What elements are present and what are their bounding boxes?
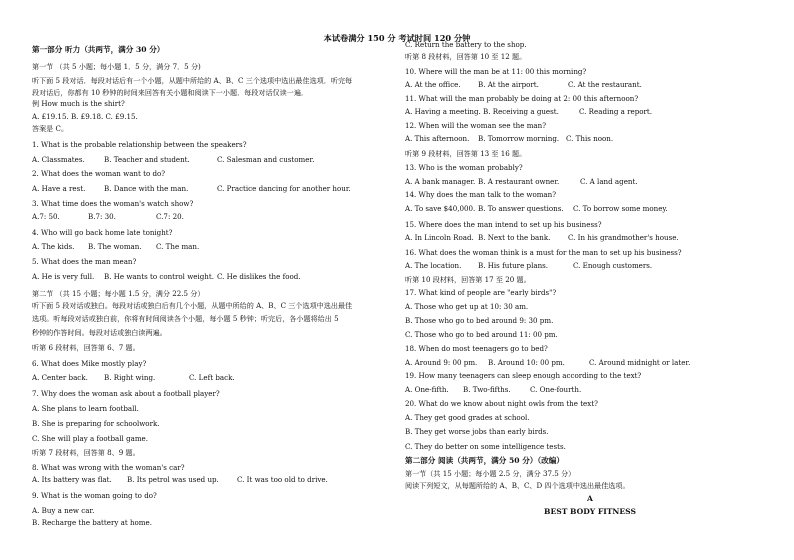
text-line: 听第 8 段材料，回答第 10 至 12 题。 [405, 52, 527, 61]
answer-options-row [32, 155, 337, 164]
text-line: 段对话后，你都有 10 秒钟的时间来回答有关小题和阅读下一小题．每段对话仅读一遍． [32, 88, 309, 97]
answer-options-row [405, 385, 600, 394]
answer-option: B. Tomorrow morning. [478, 134, 560, 143]
answer-option: A. Classmates. [32, 155, 85, 164]
section-heading: 第二部分 阅读（共两节，满分 50 分）（改编） [405, 456, 564, 465]
passage-heading: BEST BODY FITNESS [544, 507, 636, 516]
answer-option: B. Right wing. [104, 373, 156, 382]
text-line: C. They do better on some intelligence tests. [405, 442, 566, 451]
text-line: 听第 10 段材料，回答第 17 至 20 题。 [405, 275, 531, 284]
answer-option: B.7: 30. [88, 212, 116, 221]
text-line: 选项。听每段对话或独白前，你将有时间阅读各个小题，每小题 5 秒钟；听完后，各小题将给出 5 [32, 314, 339, 323]
answer-option: A.7: 50. [32, 212, 60, 221]
answer-option: B. Around 10: 00 pm. [488, 358, 565, 367]
text-line: 13. Who is the woman probably? [405, 163, 523, 172]
text-line: A. Buy a new car. [32, 506, 95, 515]
answer-option: B. Two-fifths. [463, 385, 511, 394]
answer-options-row [32, 184, 367, 193]
answer-option: C. Left back. [189, 373, 235, 382]
text-line: 19. How many teenagers can sleep enough according to the text? [405, 371, 642, 380]
section-heading: 第一部分 听力（共两节，满分 30 分） [32, 45, 165, 54]
text-line: 3. What time does the woman's watch show? [32, 199, 194, 208]
answer-options-row [32, 475, 347, 484]
answer-option: C. It was too old to drive. [237, 475, 328, 484]
text-line: C. Return the battery to the shop. [405, 40, 527, 49]
text-line: 17. What kind of people are "early birds"? [405, 288, 557, 297]
text-line: 2. What does the woman want to do? [32, 169, 166, 178]
text-line: 15. Where does the man intend to set up his business? [405, 220, 602, 229]
answer-options-row [405, 358, 709, 367]
text-line: 阅读下列短文，从每题所给的 A、B、C、D 四个选项中选出最佳选项。 [405, 481, 630, 490]
text-line: 听下面 5 段对话．每段对话后有一个小题，从题中所给的 A、B、C 三个选项中选出最佳选项．听完每 [32, 76, 353, 85]
answer-option: A. To save $40,000. [405, 204, 476, 213]
answer-option: A. Around 9: 00 pm. [405, 358, 478, 367]
answer-option: B. The woman. [88, 242, 142, 251]
text-line: A. She plans to learn football. [32, 404, 139, 413]
answer-option: A. He is very full. [32, 272, 95, 281]
answer-option: B. Next to the bank. [478, 233, 551, 242]
text-line: 第一节（共 15 小题；每小题 2.5 分，满分 37.5 分） [405, 469, 576, 478]
answer-option: B. At the airport. [478, 80, 539, 89]
text-line: 16. What does the woman think is a must for the man to set up his business? [405, 248, 682, 257]
answer-option: A. Have a rest. [32, 184, 86, 193]
text-line: 18. When do most teenagers go to bed? [405, 344, 548, 353]
answer-option: C. A land agent. [580, 177, 638, 186]
answer-options-row [32, 212, 216, 221]
answer-option: C. He dislikes the food. [217, 272, 301, 281]
text-line: 11. What will the man probably be doing at 2: 00 this afternoon? [405, 94, 639, 103]
answer-option: B. His future plans. [478, 261, 549, 270]
answer-options-row [405, 204, 683, 213]
answer-option: C. One-fourth. [530, 385, 582, 394]
text-line: 6. What does Mike mostly play? [32, 359, 147, 368]
answer-option: A. At the office. [405, 80, 461, 89]
answer-option: C. Reading a report. [579, 107, 653, 116]
answer-options-row [405, 261, 663, 270]
text-line: 10. Where will the man be at 11: 00 this morning? [405, 67, 587, 76]
text-line: 例 How much is the shirt? [32, 99, 125, 108]
answer-options-row [32, 272, 327, 281]
answer-options-row [405, 177, 650, 186]
answer-option: A. One-fifth. [405, 385, 449, 394]
answer-option: B. Teacher and student. [104, 155, 190, 164]
answer-options-row [405, 233, 698, 242]
text-line: 5. What does the man mean? [32, 257, 137, 266]
answer-option: C. The man. [156, 242, 200, 251]
text-line: 听第 6 段材料，回答第 6、7 题。 [32, 343, 140, 352]
text-line: 8. What was wrong with the woman's car? [32, 463, 185, 472]
text-line: 听下面 5 段对话或独白。每段对话或独白后有几个小题，从题中所给的 A、B、C 三个选项中选出最佳 [32, 301, 353, 310]
answer-option: B. Dance with the man. [104, 184, 189, 193]
answer-option: A. Having a meeting. [405, 107, 481, 116]
answer-option: A. Center back. [32, 373, 88, 382]
answer-option: C. Salesman and customer. [217, 155, 315, 164]
text-line: 第一节 （共 5 小题；每小题 1．5 分，满分 7．5 分) [32, 62, 201, 71]
answer-options-row [32, 242, 216, 251]
text-line: A. They get good grades at school. [405, 413, 530, 422]
answer-option: C. Around midnight or later. [589, 358, 691, 367]
answer-option: C.7: 20. [156, 212, 184, 221]
text-line: A. £19.15. B. £9.18. C. £9.15. [32, 112, 138, 121]
answer-option: A. Its battery was flat. [32, 475, 112, 484]
text-line: B. She is preparing for schoolwork. [32, 419, 160, 428]
text-line: 20. What do we know about night owls from the text? [405, 399, 598, 408]
text-line: A. Those who get up at 10: 30 am. [405, 302, 529, 311]
answer-option: C. Practice dancing for another hour. [217, 184, 351, 193]
answer-option: C. At the restaurant. [568, 80, 642, 89]
text-line: 1. What is the probable relationship between the speakers? [32, 140, 247, 149]
answer-option: C. To borrow some money. [573, 204, 668, 213]
answer-options-row [32, 373, 249, 382]
text-line: C. She will play a football game. [32, 434, 149, 443]
text-line: 12. When will the woman see the man? [405, 121, 547, 130]
answer-option: B. Receiving a guest. [483, 107, 559, 116]
answer-option: B. Its petrol was used up. [127, 475, 219, 484]
answer-option: C. This noon. [566, 134, 614, 143]
text-line: 秒钟的作答时间。每段对话或独白读两遍。 [32, 328, 167, 337]
answer-options-row [405, 107, 669, 116]
answer-options-row [405, 80, 658, 89]
text-line: 7. Why does the woman ask about a football player? [32, 389, 220, 398]
text-line: C. Those who go to bed around 11: 00 pm. [405, 330, 558, 339]
text-line: B. Those who go to bed around 9: 30 pm. [405, 316, 554, 325]
answer-option: A. The location. [405, 261, 462, 270]
answer-option: B. A restaurant owner. [478, 177, 560, 186]
text-line: 听第 7 段材料，回答第 8、9 题。 [32, 448, 140, 457]
passage-heading: A [587, 494, 593, 503]
answer-option: C. In his grandmother's house. [568, 233, 679, 242]
answer-option: A. The kids. [32, 242, 75, 251]
answer-option: B. He wants to control weight. [104, 272, 214, 281]
answer-options-row [405, 134, 626, 143]
text-line: 答案是 C。 [32, 124, 69, 133]
answer-option: B. To answer questions. [478, 204, 564, 213]
text-line: 4. Who will go back home late tonight? [32, 228, 173, 237]
text-line: 14. Why does the man talk to the woman? [405, 190, 557, 199]
exam-header-title: 本试卷满分 150 分 考试时间 120 分钟 [323, 33, 471, 43]
answer-option: A. A bank manager. [405, 177, 476, 186]
answer-option: A. This afternoon. [405, 134, 470, 143]
text-line: 第二节 （共 15 小题；每小题 1.5 分，满分 22.5 分） [32, 289, 205, 298]
text-line: B. They get worse jobs than early birds. [405, 427, 549, 436]
answer-option: C. Enough customers. [573, 261, 653, 270]
text-line: 听第 9 段材料，回答第 13 至 16 题。 [405, 149, 527, 158]
answer-option: A. In Lincoln Road. [405, 233, 474, 242]
text-line: B. Recharge the battery at home. [32, 518, 152, 527]
text-line: 9. What is the woman going to do? [32, 491, 157, 500]
